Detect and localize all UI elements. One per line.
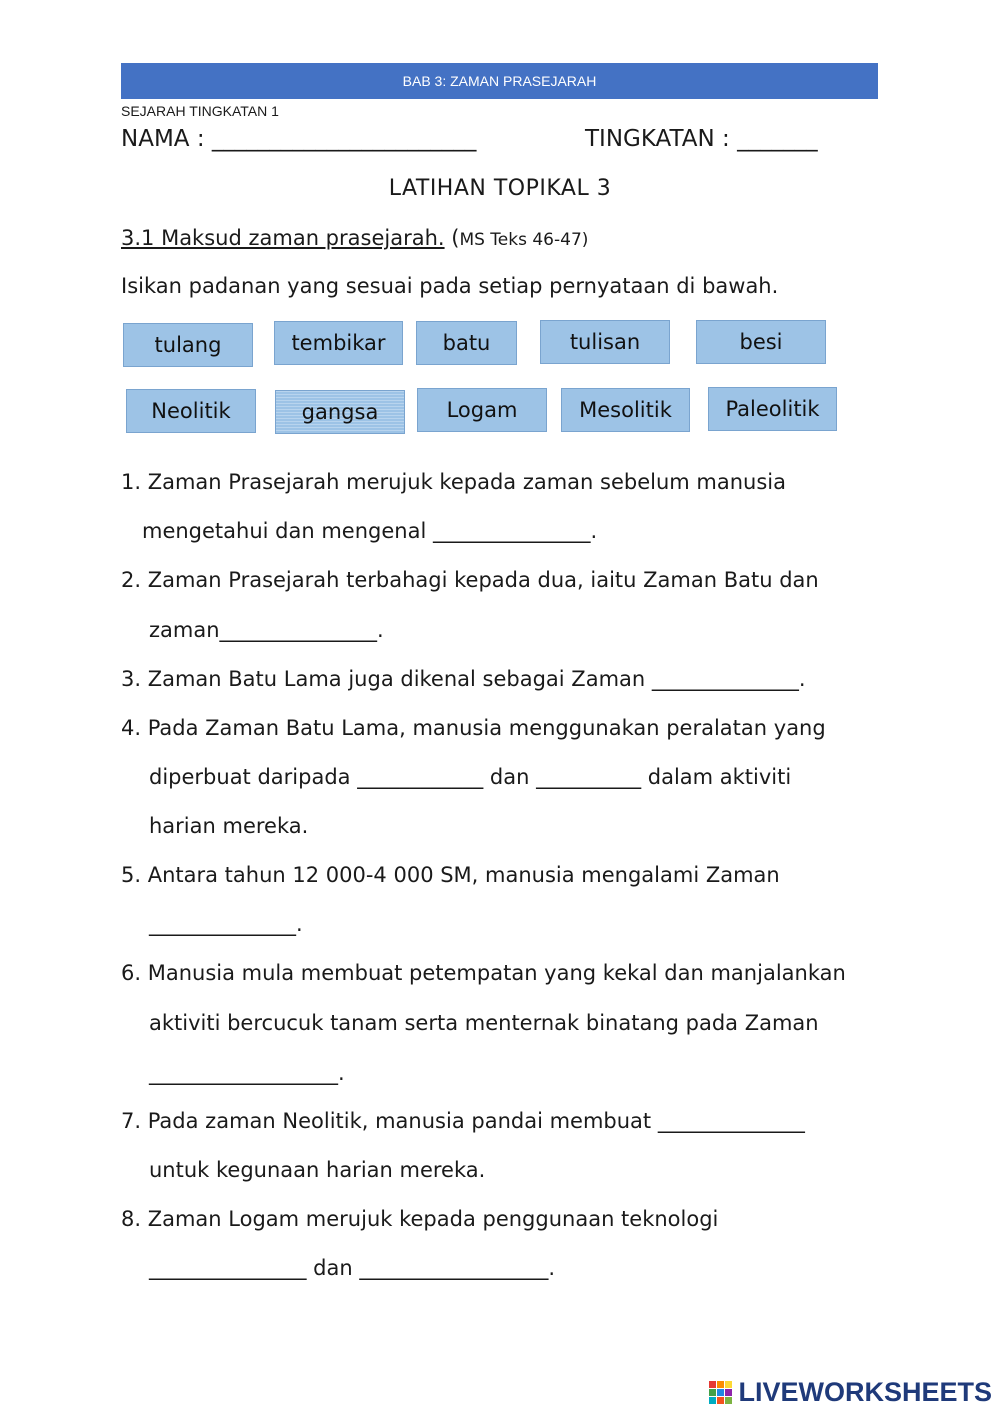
word-chip-paleolitik[interactable]: Paleolitik — [708, 387, 837, 431]
liveworksheets-logo-text: LIVEWORKSHEETS — [738, 1376, 992, 1407]
question-4-line-1: 4. Pada Zaman Batu Lama, manusia menggunakan peralatan yang — [121, 716, 826, 740]
question-7-line-1[interactable]: 7. Pada zaman Neolitik, manusia pandai membuat ______________ — [121, 1109, 805, 1133]
section-heading — [121, 226, 588, 250]
page-title: LATIHAN TOPIKAL 3 — [388, 176, 612, 201]
chapter-title: BAB 3: ZAMAN PRASEJARAH — [402, 73, 597, 89]
word-chip-tulisan[interactable]: tulisan — [540, 320, 670, 364]
instruction: Isikan padanan yang sesuai pada setiap pernyataan di bawah. — [121, 274, 779, 298]
question-2-line-1: 2. Zaman Prasejarah terbahagi kepada dua, iaitu Zaman Batu dan — [121, 568, 819, 592]
question-6-line-3[interactable]: __________________. — [149, 1061, 345, 1085]
question-4-line-3: harian mereka. — [149, 814, 309, 838]
question-8-line-1: 8. Zaman Logam merujuk kepada penggunaan teknologi — [121, 1207, 719, 1231]
word-chip-gangsa[interactable]: gangsa — [275, 390, 405, 434]
section-title: 3.1 Maksud zaman prasejarah. — [121, 226, 445, 250]
word-chip-batu[interactable]: batu — [416, 321, 517, 365]
question-6-line-2: aktiviti bercucuk tanam serta menternak binatang pada Zaman — [149, 1011, 819, 1035]
word-chip-logam[interactable]: Logam — [417, 388, 547, 432]
class-row — [585, 126, 818, 152]
name-label: NAMA : — [121, 126, 212, 152]
question-6-line-1: 6. Manusia mula membuat petempatan yang kekal dan manjalankan — [121, 961, 846, 985]
subject-label: SEJARAH TINGKATAN 1 — [121, 103, 279, 119]
text-reference: MS Teks 46-47 — [459, 230, 582, 250]
question-2-line-2[interactable]: zaman_______________. — [149, 618, 384, 642]
class-label: TINGKATAN : — [585, 126, 738, 152]
question-1-line-2[interactable]: mengetahui dan mengenal _______________. — [142, 519, 598, 543]
question-4-line-2[interactable]: diperbuat daripada ____________ dan __________ dalam aktiviti — [149, 765, 792, 789]
liveworksheets-logo — [709, 1377, 992, 1407]
word-chip-tembikar[interactable]: tembikar — [274, 321, 403, 365]
word-chip-mesolitik[interactable]: Mesolitik — [561, 388, 690, 432]
question-5-line-1: 5. Antara tahun 12 000-4 000 SM, manusia mengalami Zaman — [121, 863, 780, 887]
question-5-line-2[interactable]: ______________. — [149, 912, 303, 936]
liveworksheets-logo-icon — [709, 1381, 732, 1404]
question-8-line-2[interactable]: _______________ dan __________________. — [149, 1256, 556, 1280]
word-chip-neolitik[interactable]: Neolitik — [126, 389, 256, 433]
question-3[interactable]: 3. Zaman Batu Lama juga dikenal sebagai Zaman ______________. — [121, 667, 806, 691]
word-chip-besi[interactable]: besi — [696, 320, 826, 364]
class-field[interactable]: _______ — [737, 126, 818, 152]
ref-open: ( — [444, 226, 460, 250]
name-field[interactable]: _______________________ — [211, 126, 477, 152]
header-bar — [121, 63, 878, 99]
ref-close: ) — [581, 230, 589, 250]
name-row — [121, 126, 476, 152]
word-chip-tulang[interactable]: tulang — [123, 323, 253, 367]
question-7-line-2: untuk kegunaan harian mereka. — [149, 1158, 486, 1182]
question-1-line-1: 1. Zaman Prasejarah merujuk kepada zaman sebelum manusia — [121, 470, 787, 494]
